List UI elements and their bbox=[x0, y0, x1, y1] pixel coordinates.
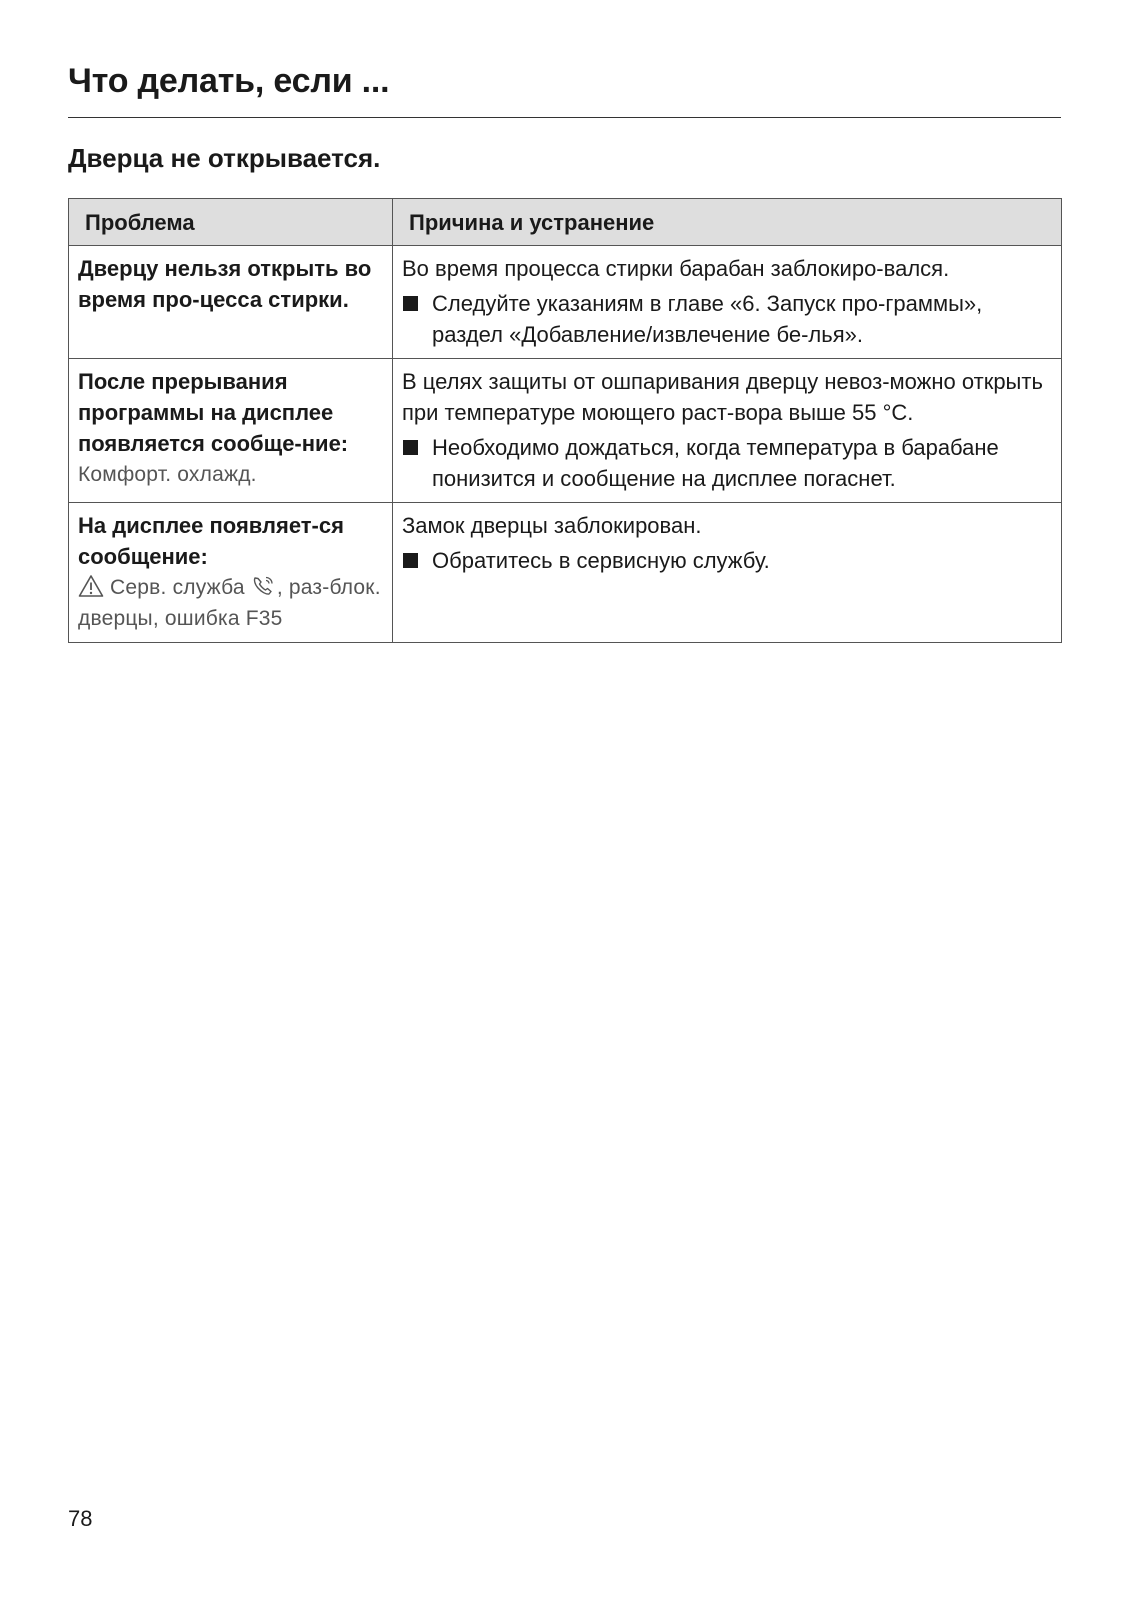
table-row bbox=[69, 246, 1062, 359]
problem-cell bbox=[69, 503, 393, 643]
problem-cell bbox=[69, 359, 393, 503]
remedy-item bbox=[402, 288, 1051, 350]
cause-text: В целях защиты от ошпаривания дверцу невоз-можно открыть при температуре моющего раст-вора выше 55 °C. bbox=[402, 369, 1043, 425]
problem-cell bbox=[69, 246, 393, 359]
table-row bbox=[69, 503, 1062, 643]
remedy-item bbox=[402, 545, 1051, 576]
page-number: 78 bbox=[68, 1506, 93, 1531]
display-message bbox=[78, 572, 384, 634]
cause-text: Во время процесса стирки барабан заблокиро-вался. bbox=[402, 256, 950, 281]
problem-text: Дверцу нельзя открыть во время про-цесса стирки. bbox=[78, 256, 372, 312]
column-header-cause: Причина и устранение bbox=[393, 199, 1062, 246]
remedy-text: Обратитесь в сервисную службу. bbox=[432, 548, 770, 573]
troubleshooting-table bbox=[68, 198, 1062, 643]
remedy-text: Необходимо дождаться, когда температура в барабане понизится и сообщение на дисплее погаснет. bbox=[432, 435, 999, 491]
square-bullet-icon bbox=[403, 296, 418, 311]
page-title: Что делать, если ... bbox=[68, 62, 390, 100]
cause-cell bbox=[393, 503, 1062, 643]
cause-cell bbox=[393, 359, 1062, 503]
display-message: Комфорт. охлажд. bbox=[78, 463, 257, 486]
cause-cell bbox=[393, 246, 1062, 359]
column-header-problem: Проблема bbox=[69, 199, 393, 246]
display-message-service: Серв. служба bbox=[110, 576, 245, 599]
table-header-row bbox=[69, 199, 1062, 246]
square-bullet-icon bbox=[403, 440, 418, 455]
remedy-text: Следуйте указаниям в главе «6. Запуск про-граммы», раздел «Добавление/извлечение бе-лья». bbox=[432, 291, 983, 347]
display-message-door-error: , раз-блок. дверцы, ошибка F35 bbox=[78, 576, 381, 630]
section-title: Дверца не открывается. bbox=[68, 143, 381, 173]
warning-triangle-icon bbox=[78, 576, 104, 599]
square-bullet-icon bbox=[403, 553, 418, 568]
title-divider bbox=[68, 117, 1061, 118]
cause-text: Замок дверцы заблокирован. bbox=[402, 513, 702, 538]
problem-text: После прерывания программы на дисплее появляется сообще-ние: bbox=[78, 369, 349, 456]
remedy-item bbox=[402, 432, 1051, 494]
problem-text: На дисплее появляет-ся сообщение: bbox=[78, 513, 344, 569]
phone-icon bbox=[251, 576, 277, 599]
table-row bbox=[69, 359, 1062, 503]
